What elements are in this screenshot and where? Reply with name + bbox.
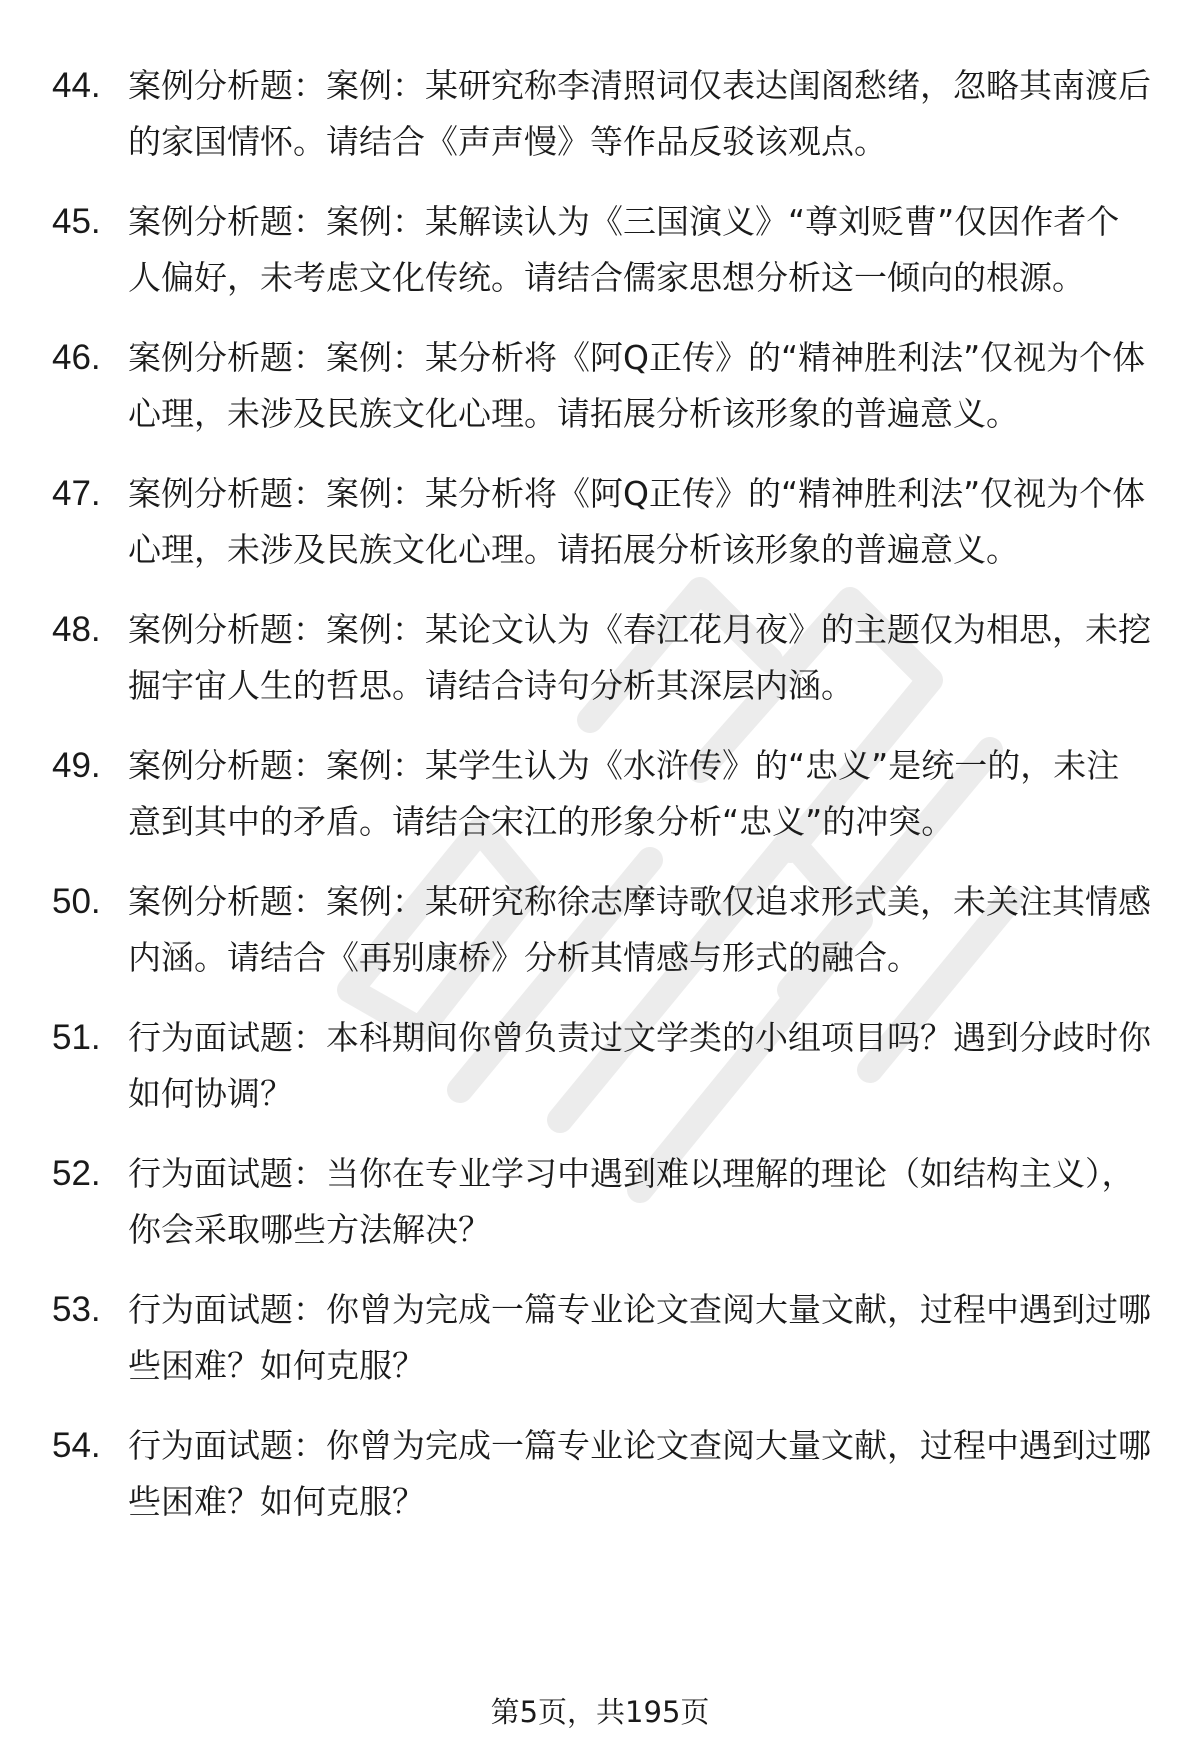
- question-item: [52, 1146, 1152, 1258]
- question-text: 案例分析题：案例：某分析将《阿Q正传》的“精神胜利法”仅视为个体心理，未涉及民族文化心理。请拓展分析该形象的普遍意义。: [128, 338, 1146, 433]
- question-list: [52, 58, 1152, 1530]
- question-number: 44.: [52, 66, 101, 105]
- question-text: 行为面试题：你曾为完成一篇专业论文查阅大量文献，过程中遇到过哪些困难？如何克服？: [128, 1290, 1151, 1385]
- question-text: 行为面试题：当你在专业学习中遇到难以理解的理论（如结构主义），你会采取哪些方法解决？: [128, 1154, 1135, 1249]
- question-item: [52, 330, 1152, 442]
- question-number: 53.: [52, 1290, 101, 1329]
- question-number: 52.: [52, 1154, 101, 1193]
- question-number: 47.: [52, 474, 101, 513]
- question-number: 48.: [52, 610, 101, 649]
- question-text: 案例分析题：案例：某学生认为《水浒传》的“忠义”是统一的，未注意到其中的矛盾。请结合宋江的形象分析“忠义”的冲突。: [128, 746, 1120, 841]
- question-item: [52, 874, 1152, 986]
- question-item: [52, 1282, 1152, 1394]
- question-number: 45.: [52, 202, 101, 241]
- question-text: 案例分析题：案例：某研究称徐志摩诗歌仅追求形式美，未关注其情感内涵。请结合《再别康桥》分析其情感与形式的融合。: [128, 882, 1151, 977]
- question-item: [52, 738, 1152, 850]
- question-text: 行为面试题：你曾为完成一篇专业论文查阅大量文献，过程中遇到过哪些困难？如何克服？: [128, 1426, 1151, 1521]
- question-item: [52, 1418, 1152, 1530]
- question-item: [52, 194, 1152, 306]
- question-text: 案例分析题：案例：某研究称李清照词仅表达闺阁愁绪，忽略其南渡后的家国情怀。请结合《声声慢》等作品反驳该观点。: [128, 66, 1151, 161]
- page-footer: 第5页，共195页: [490, 1695, 710, 1729]
- question-number: 50.: [52, 882, 101, 921]
- question-number: 51.: [52, 1018, 101, 1057]
- question-number: 46.: [52, 338, 101, 377]
- question-text: 案例分析题：案例：某分析将《阿Q正传》的“精神胜利法”仅视为个体心理，未涉及民族文化心理。请拓展分析该形象的普遍意义。: [128, 474, 1146, 569]
- question-number: 49.: [52, 746, 101, 785]
- question-number: 54.: [52, 1426, 101, 1465]
- question-text: 案例分析题：案例：某解读认为《三国演义》“尊刘贬曹”仅因作者个人偏好，未考虑文化传统。请结合儒家思想分析这一倾向的根源。: [128, 202, 1120, 297]
- question-text: 行为面试题：本科期间你曾负责过文学类的小组项目吗？遇到分歧时你如何协调？: [128, 1018, 1151, 1113]
- question-item: [52, 466, 1152, 578]
- question-item: [52, 1010, 1152, 1122]
- question-text: 案例分析题：案例：某论文认为《春江花月夜》的主题仅为相思，未挖掘宇宙人生的哲思。请结合诗句分析其深层内涵。: [128, 610, 1151, 705]
- question-item: [52, 602, 1152, 714]
- question-item: [52, 58, 1152, 170]
